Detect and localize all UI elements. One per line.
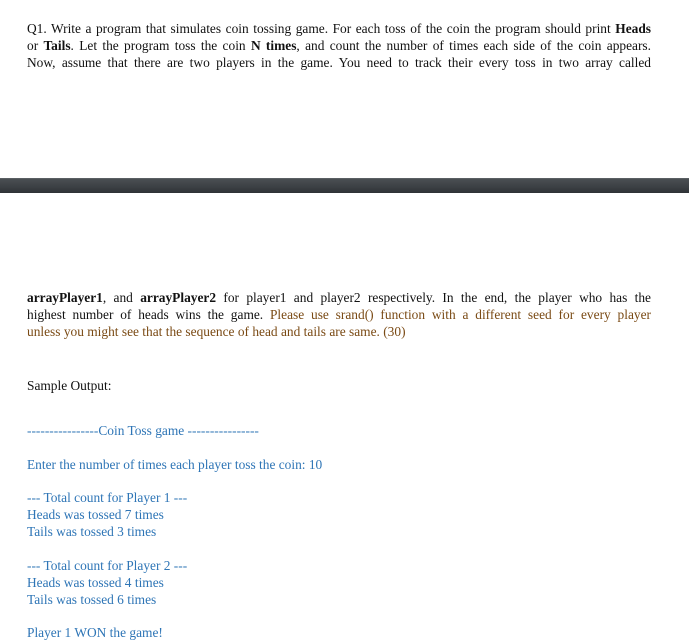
- output-player1-heads: Heads was tossed 7 times: [27, 507, 164, 522]
- continuation-line-1: arrayPlayer1, and arrayPlayer2 for player1 and player2 respectively. In the end, the player who has the: [27, 290, 651, 305]
- question-line-1: Q1. Write a program that simulates coin tossing game. For each toss of the coin the program should print Heads: [27, 21, 651, 36]
- continuation-line-3: unless you might see that the sequence of head and tails are same. (30): [27, 324, 406, 339]
- output-header: ----------------Coin Toss game ----------------: [27, 423, 259, 438]
- sample-output-label: Sample Output:: [27, 378, 112, 393]
- continuation-paragraph: [27, 289, 651, 340]
- question-line-3: Now, assume that there are two players in the game. You need to track their every toss in two array called: [27, 55, 651, 70]
- page-break-divider: [0, 178, 689, 193]
- question-paragraph: [27, 20, 651, 71]
- output-player2-tails: Tails was tossed 6 times: [27, 592, 157, 607]
- output-player2-heads: Heads was tossed 4 times: [27, 575, 164, 590]
- output-player2-title: --- Total count for Player 2 ---: [27, 558, 188, 573]
- output-player1-tails: Tails was tossed 3 times: [27, 524, 157, 539]
- output-player1-title: --- Total count for Player 1 ---: [27, 490, 188, 505]
- output-prompt: Enter the number of times each player toss the coin: 10: [27, 457, 323, 472]
- question-line-2: or Tails. Let the program toss the coin N times, and count the number of times each side of the coin appears.: [27, 38, 651, 53]
- continuation-line-2: highest number of heads wins the game. Please use srand() function with a different seed for every player: [27, 307, 651, 322]
- output-result: Player 1 WON the game!: [27, 625, 163, 640]
